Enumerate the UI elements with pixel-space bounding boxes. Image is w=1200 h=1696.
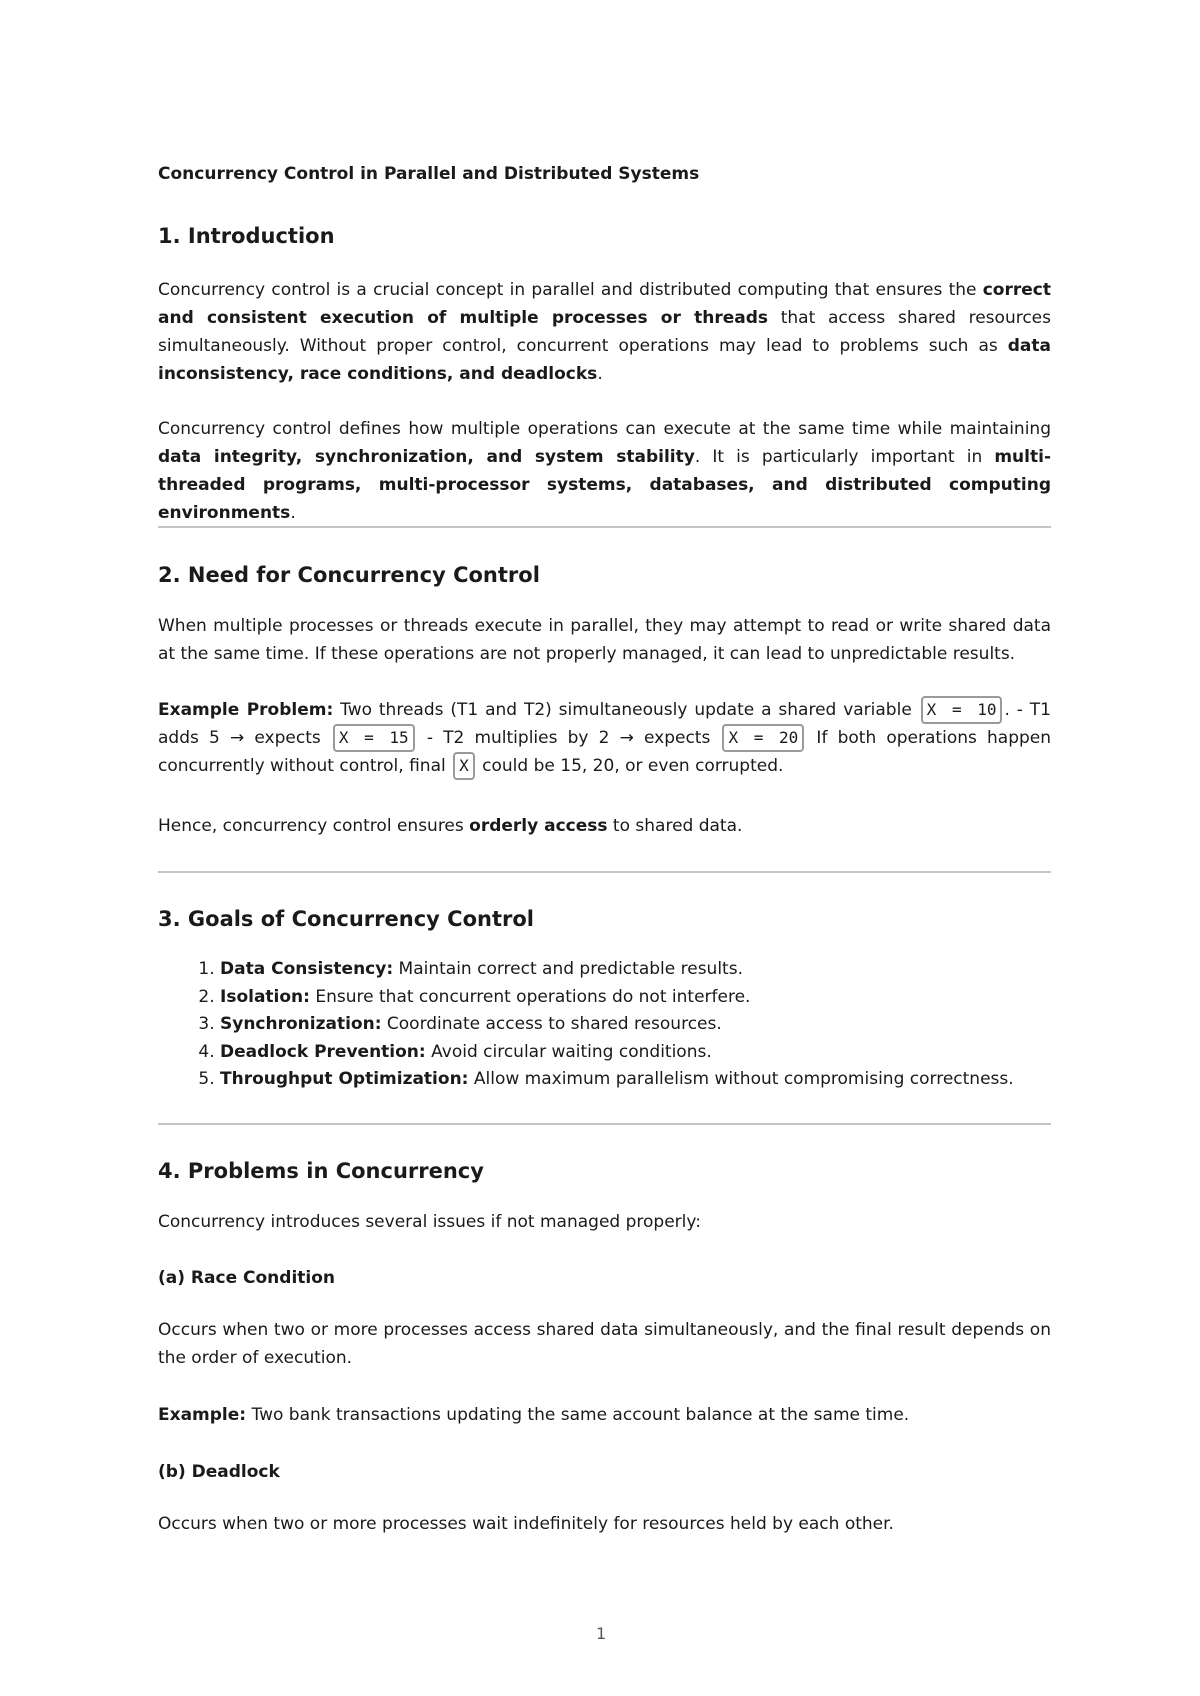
section-heading-introduction: 1. Introduction — [158, 224, 335, 248]
subheading-race-condition: (a) Race Condition — [158, 1268, 336, 1288]
subheading-deadlock: (b) Deadlock — [158, 1462, 280, 1482]
section-heading-goals: 3. Goals of Concurrency Control — [158, 907, 534, 931]
race-example-paragraph: Example: Two bank transactions updating the same account balance at the same time. — [158, 1405, 910, 1425]
goal-item: 4. Deadlock Prevention: Avoid circular waiting conditions. — [220, 1039, 1014, 1067]
inline-code-x-20: X = 20 — [722, 724, 804, 752]
goal-item: 5. Throughput Optimization: Allow maximum parallelism without compromising correctness. — [220, 1066, 1014, 1094]
section-divider — [158, 871, 1051, 873]
inline-code-x: X — [453, 752, 475, 780]
inline-code-x-15: X = 15 — [333, 724, 415, 752]
need-paragraph: When multiple processes or threads execute in parallel, they may attempt to read or write shared data at the same time. If these operations are not properly managed, it can lead to unpredictable results. — [158, 616, 1051, 664]
race-condition-paragraph: Occurs when two or more processes access shared data simultaneously, and the final result depends on the order of execution. — [158, 1320, 1051, 1368]
goal-item: 3. Synchronization: Coordinate access to shared resources. — [220, 1011, 1014, 1039]
document-title: Concurrency Control in Parallel and Distributed Systems — [158, 164, 700, 184]
section-divider — [158, 526, 1051, 528]
example-problem-paragraph: Example Problem: Two threads (T1 and T2) simultaneously update a shared variable X = 10 . - T1 adds 5 → expects X = 15 - T2 multiplies by 2 → expects X = 20 If both operations happen concurrently without control, final X could be 15, 20, or even corrupted. — [158, 696, 1051, 780]
need-conclusion-paragraph: Hence, concurrency control ensures orderly access to shared data. — [158, 816, 743, 836]
goal-item: 2. Isolation: Ensure that concurrent operations do not interfere. — [220, 984, 1014, 1012]
section-heading-problems: 4. Problems in Concurrency — [158, 1159, 484, 1183]
page-number: 1 — [596, 1624, 607, 1643]
deadlock-paragraph: Occurs when two or more processes wait indefinitely for resources held by each other. — [158, 1514, 894, 1534]
section-divider — [158, 1123, 1051, 1125]
section-heading-need: 2. Need for Concurrency Control — [158, 563, 540, 587]
intro-paragraph-1: Concurrency control is a crucial concept in parallel and distributed computing that ensures the correct and consistent execution of multiple processes or threads that access shared resources simultaneously. Without proper control, concurrent operations may lead to problems such as data inconsistency, race conditions, and deadlocks. — [158, 280, 1051, 384]
problems-intro-paragraph: Concurrency introduces several issues if not managed properly: — [158, 1212, 701, 1232]
goal-item: 1. Data Consistency: Maintain correct and predictable results. — [220, 956, 1014, 984]
intro-paragraph-2: Concurrency control defines how multiple operations can execute at the same time while maintaining data integrity, synchronization, and system stability. It is particularly important in multi-threaded programs, multi-processor systems, databases, and distributed computing environments. — [158, 419, 1051, 523]
goals-list — [158, 956, 1014, 1094]
inline-code-x-10: X = 10 — [921, 696, 1003, 724]
